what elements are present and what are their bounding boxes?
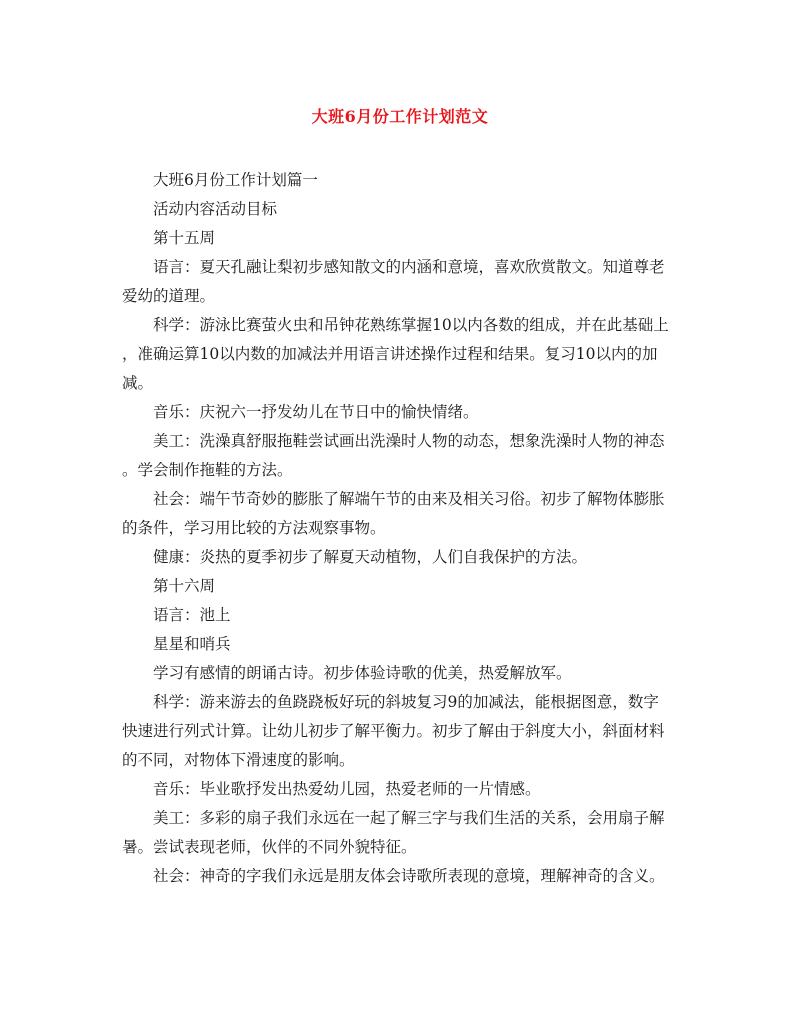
paragraph-line: 暑。尝试表现老师，伙伴的不同外貌特征。 [122,838,417,856]
paragraph [122,485,678,543]
paragraph [122,311,678,398]
paragraph [122,804,678,862]
paragraph-line: 爱幼的道理。 [122,287,216,305]
paragraph [122,572,678,601]
paragraph [122,195,678,224]
paragraph-line: 音乐：毕业歌抒发出热爱幼儿园，热爱老师的一片情感。 [153,780,541,798]
paragraph [122,543,678,572]
paragraph-line: 社会：端午节奇妙的膨胀了解端午节的由来及相关习俗。初步了解物体膨胀 [153,490,665,508]
paragraph [122,862,678,891]
paragraph-line: 第十六周 [153,577,216,595]
paragraph [122,253,678,311]
paragraph-line: 美工：多彩的扇子我们永远在一起了解三字与我们生活的关系，会用扇子解 [153,809,665,827]
paragraph-line: 科学：游来游去的鱼跷跷板好玩的斜坡复习9的加减法，能根据图意，数字 [153,693,659,711]
paragraph-line: ，准确运算10以内数的加减法并用语言讲述操作过程和结果。复习10以内的加 [122,345,658,363]
paragraph [122,398,678,427]
paragraph-line: 第十五周 [153,229,216,247]
paragraph [122,166,678,195]
paragraph-line: 美工：洗澡真舒服拖鞋尝试画出洗澡时人物的动态，想象洗澡时人物的神态 [153,432,665,450]
paragraph-line: 音乐：庆祝六一抒发幼儿在节日中的愉快情绪。 [153,403,479,421]
paragraph-line: 星星和哨兵 [153,635,231,653]
document-body [122,166,678,891]
paragraph-line: 。学会制作拖鞋的方法。 [122,461,293,479]
document-title: 大班6月份工作计划范文 [311,107,489,126]
paragraph [122,688,678,775]
paragraph-line: 社会：神奇的字我们永远是朋友体会诗歌所表现的意境，理解神奇的含义。 [153,867,665,885]
paragraph [122,601,678,630]
paragraph [122,659,678,688]
paragraph-line: 语言：池上 [153,606,231,624]
paragraph-line: 减。 [122,374,154,392]
paragraph-line: 学习有感情的朗诵古诗。初步体验诗歌的优美，热爱解放军。 [153,664,572,682]
paragraph [122,224,678,253]
paragraph-line: 语言：夏天孔融让梨初步感知散文的内涵和意境，喜欢欣赏散文。知道尊老 [153,258,665,276]
paragraph [122,630,678,659]
paragraph [122,427,678,485]
paragraph-line: 科学：游泳比赛萤火虫和吊钟花熟练掌握10以内各数的组成，并在此基础上 [153,316,669,334]
paragraph-line: 健康：炎热的夏季初步了解夏天动植物，人们自我保护的方法。 [153,548,588,566]
paragraph-line: 的不同，对物体下滑速度的影响。 [122,751,355,769]
paragraph [122,775,678,804]
paragraph-line: 的条件，学习用比较的方法观察事物。 [122,519,386,537]
paragraph-line: 大班6月份工作计划篇一 [153,171,318,189]
paragraph-line: 活动内容活动目标 [153,200,278,218]
paragraph-line: 快速进行列式计算。让幼儿初步了解平衡力。初步了解由于斜度大小，斜面材料 [122,722,665,740]
